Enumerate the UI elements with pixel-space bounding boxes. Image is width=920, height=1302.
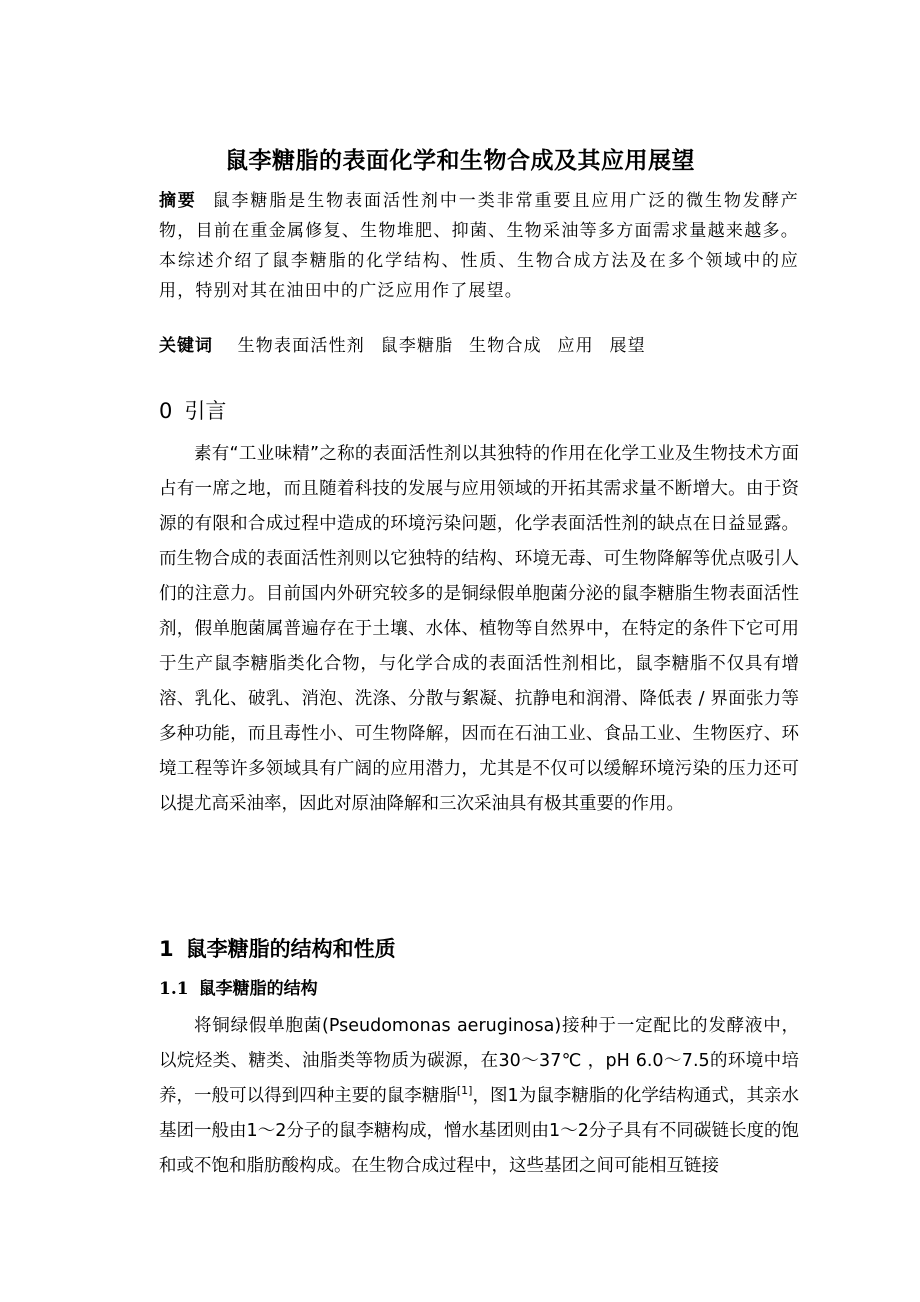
structure-text-a: 将铜绿假单胞菌(Pseudomonas aeruginosa)接种于一定配比的发酵液中，以烷烃类、糖类、油脂类等物质为碳源，在30～37℃ ，pH 6.0～7.5的环境中培养，一般可以得到四种主要的鼠李糖脂 bbox=[159, 1016, 799, 1106]
abstract-label: 摘要 bbox=[159, 191, 197, 211]
section-0-heading bbox=[159, 396, 226, 426]
keyword-item: 鼠李糖脂 bbox=[380, 336, 454, 356]
keyword-item: 生物合成 bbox=[469, 336, 542, 356]
abstract-text: 鼠李糖脂是生物表面活性剂中一类非常重要且应用广泛的微生物发酵产物，目前在重金属修复、生物堆肥、抑菌、生物采油等多方面需求量越来越多。本综述介绍了鼠李糖脂的化学结构、性质、生物合成方法及在多个领域中的应用，特别对其在油田中的广泛应用作了展望。 bbox=[159, 191, 800, 301]
structure-paragraph bbox=[159, 1009, 799, 1184]
section-1-heading bbox=[159, 934, 396, 964]
section-title: 鼠李糖脂的结构和性质 bbox=[185, 937, 396, 961]
keyword-item: 应用 bbox=[557, 336, 594, 356]
structure-text-b: ，图1为鼠李糖脂的化学结构通式，其亲水基团一般由1～2分子的鼠李糖构成，憎水基团则由1～2分子具有不同碳链长度的饱和或不饱和脂肪酸构成。在生物合成过程中，这些基团之间可能相互链接 bbox=[159, 1086, 800, 1176]
intro-paragraph: 素有“工业味精”之称的表面活性剂以其独特的作用在化学工业及生物技术方面占有一席之地，而且随着科技的发展与应用领域的开拓其需求量不断增大。由于资源的有限和合成过程中造成的环境污染问题，化学表面活性剂的缺点在日益显露。而生物合成的表面活性剂则以它独特的结构、环境无毒、可生物降解等优点吸引人们的注意力。目前国内外研究较多的是铜绿假单胞菌分泌的鼠李糖脂生物表面活性剂，假单胞菌属普遍存在于土壤、水体、植物等自然界中，在特定的条件下它可用于生产鼠李糖脂类化合物，与化学合成的表面活性剂相比，鼠李糖脂不仅具有增溶、乳化、破乳、消泡、洗涤、分散与絮凝、抗静电和润滑、降低表 / 界面张力等多种功能，而且毒性小、可生物降解，因而在石油工业、食品工业、生物医疗、环境工程等许多领域具有广阔的应用潜力，尤其是不仅可以缓解环境污染的压力还可以提尤高采油率，因此对原油降解和三次采油具有极其重要的作用。 bbox=[159, 444, 799, 814]
keyword-item: 展望 bbox=[609, 336, 646, 356]
section-title: 引言 bbox=[184, 399, 227, 423]
paper-title: 鼠李糖脂的表面化学和生物合成及其应用展望 bbox=[225, 148, 695, 174]
subsection-1-1-heading bbox=[159, 975, 318, 1003]
keywords bbox=[159, 332, 799, 360]
section-number: 1 bbox=[159, 937, 174, 961]
subsection-number: 1.1 bbox=[159, 979, 189, 999]
citation-ref[interactable]: [1] bbox=[456, 1084, 473, 1097]
section-number: 0 bbox=[159, 399, 173, 423]
keyword-item: 生物表面活性剂 bbox=[237, 336, 366, 356]
subsection-title: 鼠李糖脂的结构 bbox=[198, 979, 318, 999]
abstract bbox=[159, 186, 799, 306]
keywords-label: 关键词 bbox=[159, 336, 213, 356]
